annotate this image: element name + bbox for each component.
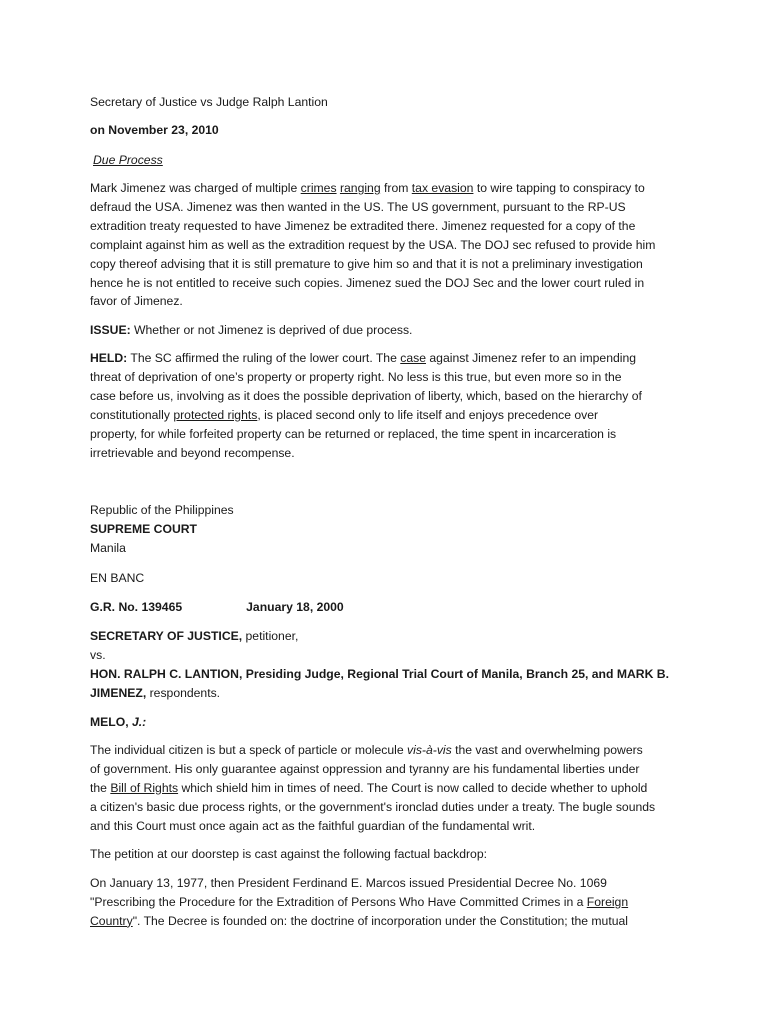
issue-text: Whether or not Jimenez is deprived of due process. [130, 323, 413, 337]
versus-label: vs. [90, 648, 106, 662]
text: ". The Decree is founded on: the doctrine of incorporation under the Constitution; the mutual [132, 913, 628, 928]
text-line: copy thereof advising that it is still premature to give him so and that it is not a preliminary investigation [90, 256, 643, 271]
held-paragraph [90, 349, 680, 462]
tax-evasion-link[interactable]: tax evasion [411, 181, 474, 195]
text: , is placed second only to life itself and enjoys precedence over [257, 407, 599, 422]
text: the [90, 780, 111, 795]
topic-heading [93, 152, 163, 168]
petitioner-name: SECRETARY OF JUSTICE, [90, 629, 243, 643]
case-date: on November 23, 2010 [90, 123, 219, 137]
text: Mark Jimenez was charged of multiple [90, 181, 301, 195]
text: from [380, 181, 412, 195]
summary-paragraph [90, 179, 680, 311]
issue-paragraph [90, 322, 412, 338]
text-line: irretrievable and beyond recompense. [90, 445, 295, 460]
text-line: hence he is not entitled to receive such copies. Jimenez sued the DOJ Sec and the lower court ruled in [90, 275, 645, 290]
opinion-paragraph-3 [90, 874, 680, 931]
gr-number: G.R. No. 139465 [90, 600, 183, 614]
text-line: and this Court must once again act as the faithful guardian of the fundamental writ. [90, 818, 536, 833]
text-line: complaint against him as well as the extradition request by the USA. The DOJ sec refused to provide him [90, 237, 656, 252]
text-line: property, for while forfeited property can be returned or replaced, the time spent in incarceration is [90, 426, 617, 441]
protected-rights-link[interactable]: protected rights [173, 407, 258, 422]
gr-date: January 18, 2000 [246, 600, 344, 614]
opinion-paragraph-1 [90, 741, 680, 836]
issue-label: ISSUE: [90, 323, 131, 337]
ponente-title: J.: [131, 715, 147, 729]
respondents-line-1: HON. RALPH C. LANTION, Presiding Judge, Regional Trial Court of Manila, Branch 25, and MARK B. [90, 667, 669, 681]
respondent-name: JIMENEZ, [90, 686, 147, 700]
bill-of-rights-link[interactable]: Bill of Rights [110, 780, 179, 795]
ponente-name: MELO, [90, 715, 132, 729]
text: which shield him in times of need. The Court is now called to decide whether to uphold [178, 780, 648, 795]
republic-line: Republic of the Philippines [90, 503, 234, 517]
case-link[interactable]: case [400, 351, 427, 365]
respondents-line-2 [90, 685, 220, 701]
petitioner-line [90, 628, 298, 644]
case-title: Secretary of Justice vs Judge Ralph Lantion [90, 95, 328, 109]
ponente-line [90, 714, 146, 730]
text: The SC affirmed the ruling of the lower court. The [127, 351, 401, 365]
text: "Prescribing the Procedure for the Extradition of Persons Who Have Committed Crimes in a [90, 894, 587, 909]
text-line: of government. His only guarantee against oppression and tyranny are his fundamental liberties under [90, 761, 640, 776]
text-line: defraud the USA. Jimenez was then wanted in the US. The US government, pursuant to the RP-US [90, 199, 626, 214]
text: the vast and overwhelming powers [451, 743, 643, 757]
country-link[interactable]: Country [90, 913, 133, 928]
text-line: case before us, involving as it does the possible deprivation of liberty, which, based on the hierarchy of [90, 388, 642, 403]
text: to wire tapping to conspiracy to [473, 181, 645, 195]
text-line: On January 13, 1977, then President Ferdinand E. Marcos issued Presidential Decree No. 1069 [90, 876, 607, 890]
respondents-role: respondents. [146, 686, 221, 700]
court-name: SUPREME COURT [90, 522, 197, 536]
text-line: extradition treaty requested to have Jimenez be extradited there. Jimenez requested for a copy of the [90, 218, 636, 233]
topic-link[interactable]: Due Process [93, 153, 163, 167]
court-city: Manila [90, 541, 126, 555]
held-label: HELD: [90, 351, 128, 365]
text-line: favor of Jimenez. [90, 294, 183, 309]
crimes-link[interactable]: crimes [300, 181, 337, 195]
foreign-link[interactable]: Foreign [586, 894, 629, 909]
gr-number-line [90, 599, 344, 615]
en-banc-label: EN BANC [90, 571, 145, 585]
text: vis-à-vis [407, 743, 452, 757]
text: against Jimenez refer to an impending [426, 351, 637, 365]
petitioner-role: petitioner, [242, 629, 299, 643]
text-line: threat of deprivation of one’s property or property right. No less is this true, but even more so in the [90, 369, 622, 384]
text: constitutionally [90, 407, 174, 422]
opinion-paragraph-2: The petition at our doorstep is cast against the following factual backdrop: [90, 847, 488, 861]
text: The individual citizen is but a speck of particle or molecule [90, 743, 408, 757]
text-line: a citizen's basic due process rights, or the government's ironclad duties under a treaty. The bugle sounds [90, 799, 656, 814]
ranging-link[interactable]: ranging [339, 181, 381, 195]
